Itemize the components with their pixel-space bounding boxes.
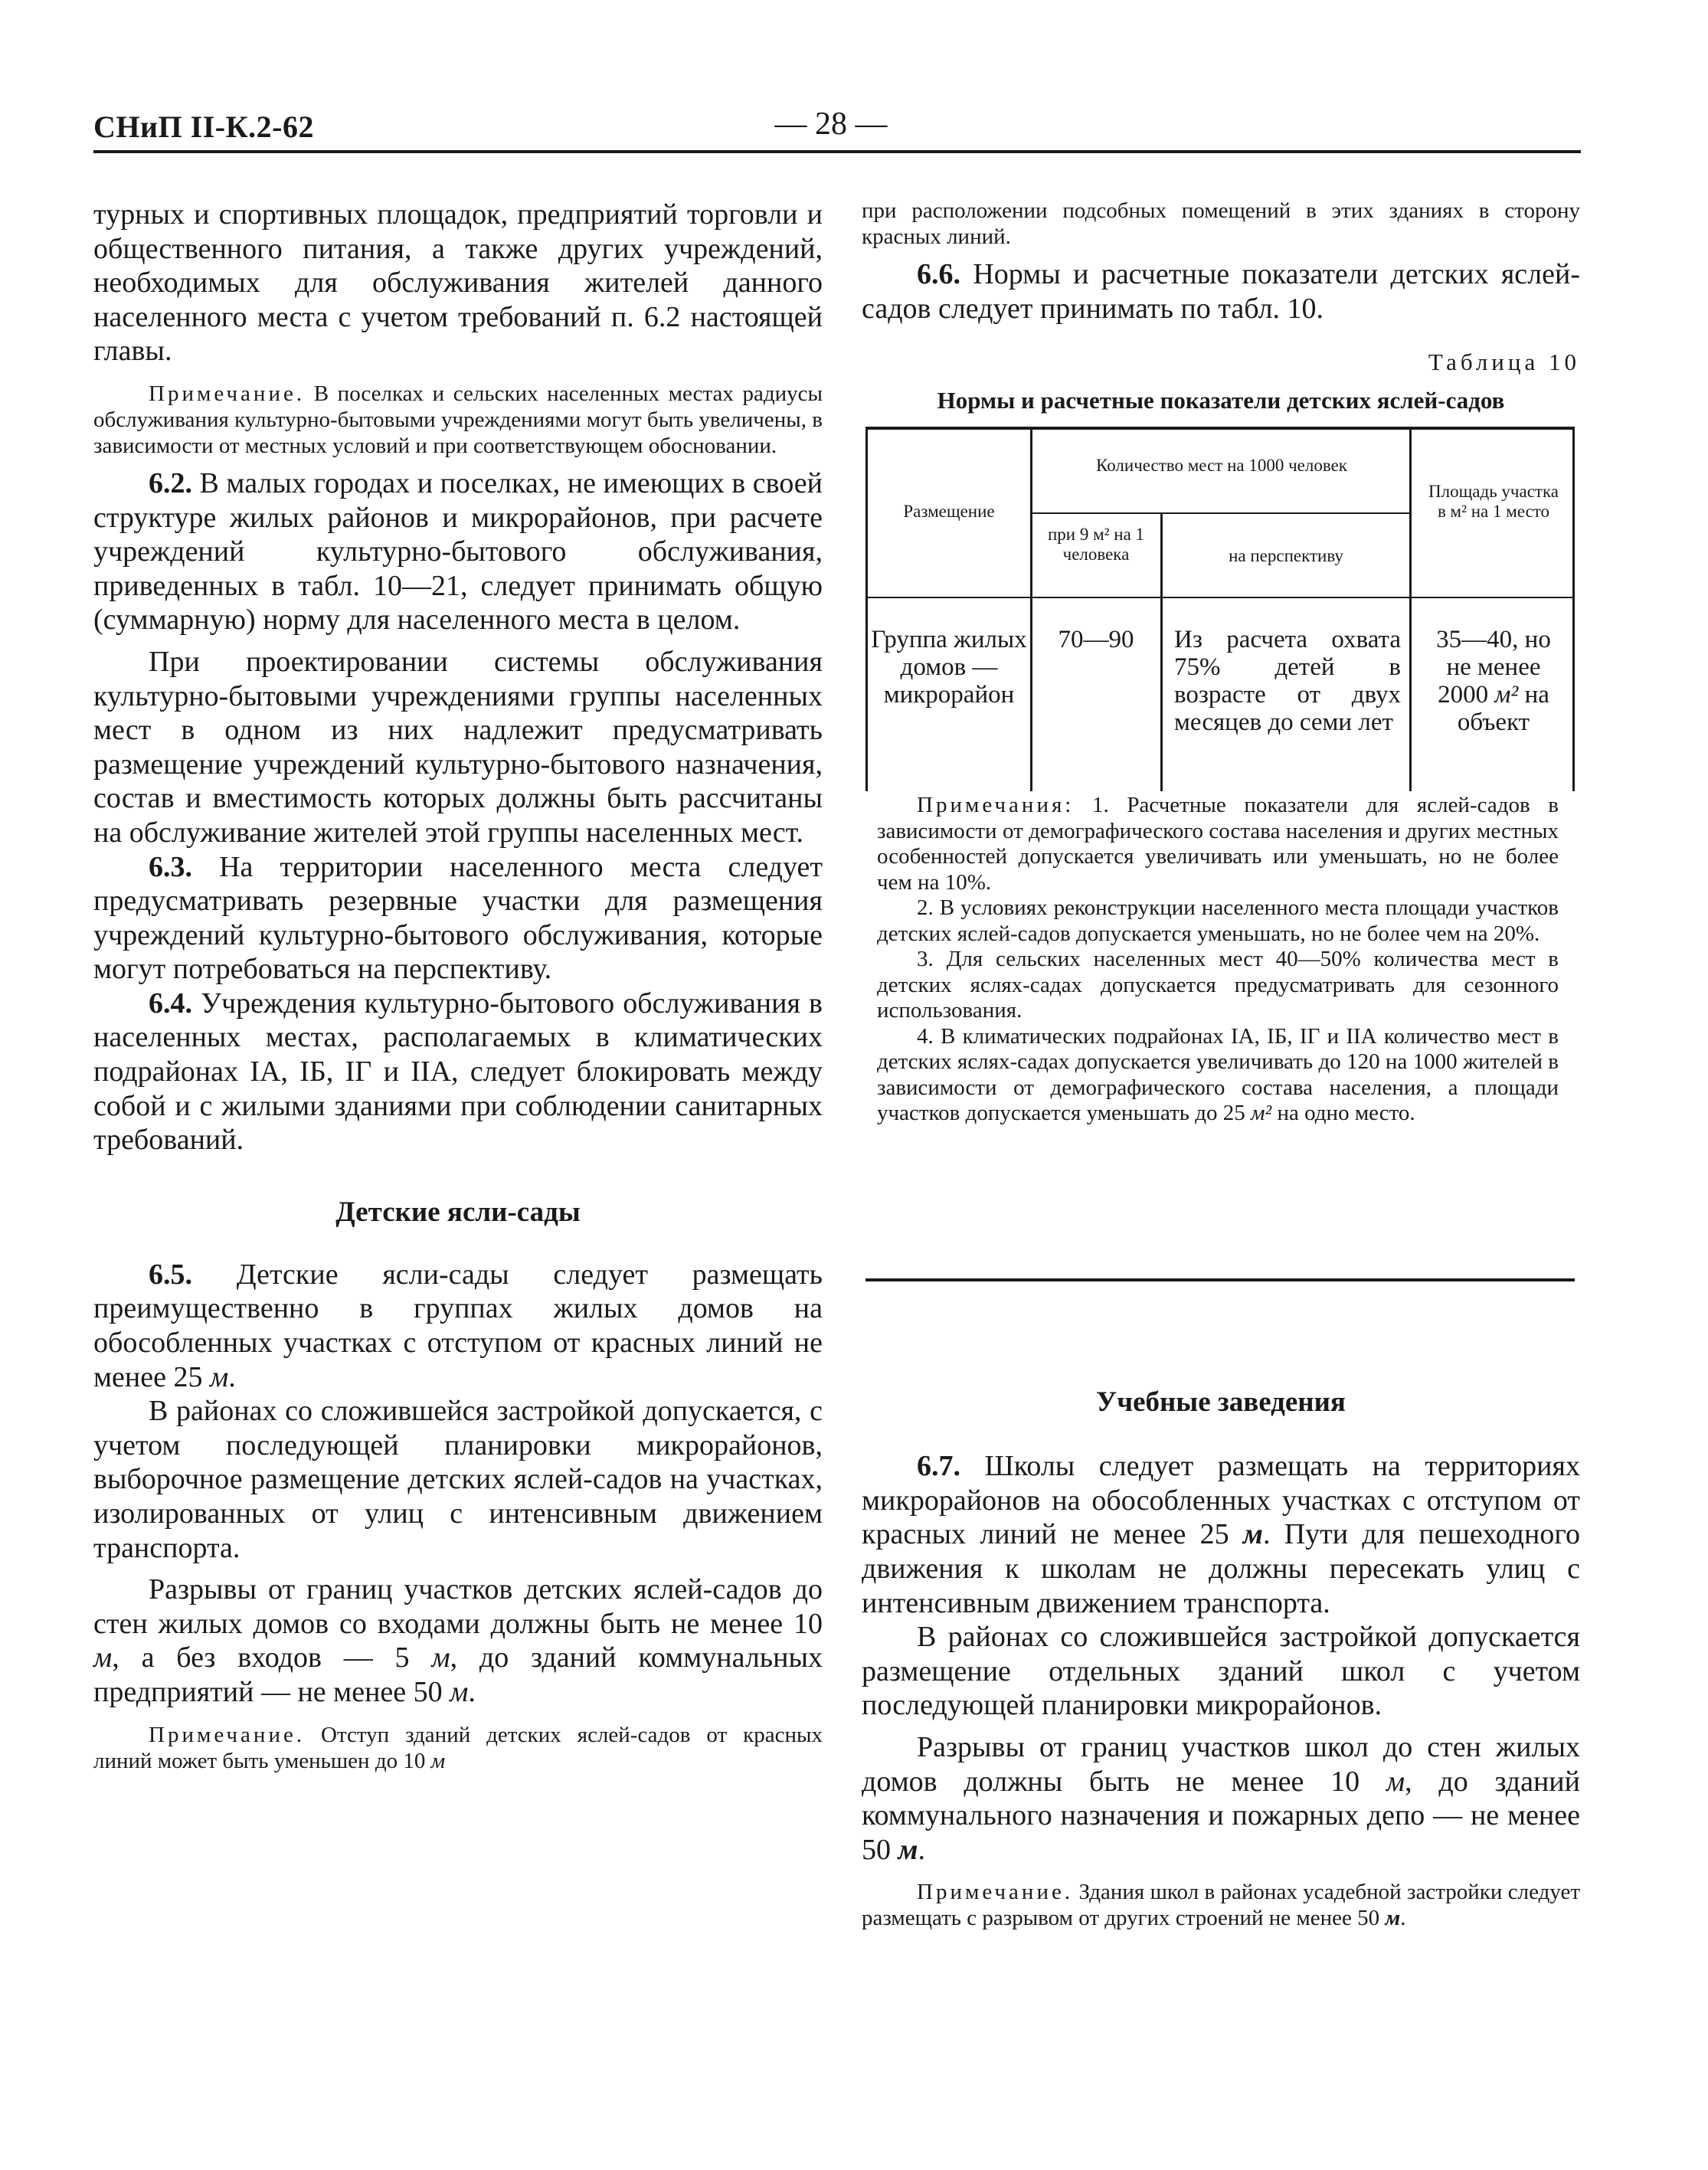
- table-10: [862, 427, 1580, 1312]
- note-label: Примечание.: [149, 381, 306, 406]
- text: 35—40, но не менее 2000: [1436, 626, 1551, 709]
- unit-meters: м: [1385, 1906, 1401, 1931]
- clause-text: Школы следует размещать на территориях микрорайонов на обособленных участках с отступом от красных линий не менее 25: [862, 1450, 1580, 1551]
- unit-meters: м: [431, 1641, 450, 1674]
- clause-number: 6.5.: [149, 1258, 192, 1291]
- table-subheader-rule: [1030, 512, 1411, 514]
- note-label: Примечание.: [149, 1722, 306, 1747]
- header-at-9m2: при 9 м² на 1 человека: [1047, 525, 1145, 565]
- table-divider: [1030, 427, 1032, 791]
- clause-6-2-paragraph-2: При проектировании системы обслуживания культурно-бытовыми учреждениями группы населенных мест в одном из них надлежит предусматривать размещение учреждений культурно-бытового назначения, состав и вместимость которых должны быть рассчитаны на обслуживание жителей этой группы населенных мест.: [93, 645, 823, 849]
- table-top-rule: [865, 427, 1575, 430]
- clause-text: Учреждения культурно-бытового обслуживания в населенных местах, располагаемых в климатических подрайонах IА, IБ, IГ и IIА, следует блокировать между собой и с жилыми зданиями при соблюдении санитарных требований.: [93, 987, 823, 1157]
- unit-square-meters: м²: [1251, 1101, 1272, 1126]
- clause-6-7-paragraph-3: [862, 1730, 1580, 1867]
- text: .: [468, 1675, 476, 1708]
- text: , до зданий коммунального назначения и пожарных депо — не менее 50: [862, 1765, 1580, 1866]
- text: .: [918, 1833, 926, 1866]
- table-bottom-rule: [865, 1278, 1575, 1281]
- section-title-nurseries: Детские ясли-сады: [335, 1196, 581, 1228]
- cell-placement: Группа жилых домов — микрорайон: [871, 626, 1027, 709]
- table-note-1: [877, 793, 1559, 895]
- clause-number: 6.4.: [149, 987, 192, 1020]
- note-text: 4. В климатических подрайонах IА, IБ, IГ и IIА количество мест в детских яслях-садах допускается увеличивать до 120 на 1000 жителей в зависимости от демографического состава населения, а площади участков допускается уменьшать до 25: [877, 1023, 1559, 1126]
- table-header-rule: [865, 597, 1575, 598]
- clause-6-6: [862, 257, 1580, 326]
- table-title: Нормы и расчетные показатели детских яслей-садов: [937, 387, 1505, 414]
- clause-6-2: [93, 466, 823, 637]
- text: , до зданий коммунальных предприятий — не менее 50: [93, 1641, 823, 1708]
- clause-number: 6.2.: [149, 466, 192, 499]
- clause-text: На территории населенного места следует предусматривать резервные участки для размещения учреждений культурно-бытового обслуживания, которые могут потребоваться на перспективу.: [93, 850, 823, 986]
- clause-text: Детские ясли-сады следует размещать преимущественно в группах жилых домов на обособленных участках с отступом от красных линий не менее 25: [93, 1258, 823, 1393]
- clause-6-5-paragraph-2: В районах со сложившейся застройкой допускается, с учетом последующей планировки микрорайонов, выборочное размещение детских яслей-садов на участках, изолированных от улиц с интенсивным движением транспорта.: [93, 1395, 823, 1564]
- cell-site-area: [1421, 626, 1566, 736]
- left-column: [93, 198, 823, 1774]
- cell-at-9m2: 70—90: [1058, 626, 1134, 654]
- text: Разрывы от границ участков школ до стен жилых домов должны быть не менее 10: [862, 1730, 1580, 1798]
- note-red-lines: [93, 1722, 823, 1774]
- clause-text: . Пути для пешеходного движения к школам не должны пересекать улиц с интенсивным движением транспорта.: [862, 1518, 1580, 1619]
- paragraph-continuation: турных и спортивных площадок, предприятий торговли и общественного питания, а также других учреждений, необходимых для обслуживания жителей данного населенного места с учетом требований п. 6.2 настоящей главы.: [93, 198, 823, 368]
- clause-number: 6.3.: [149, 850, 192, 883]
- table-divider: [1160, 512, 1163, 791]
- header-places-per-1000: Количество мест на 1000 человек: [1096, 456, 1347, 476]
- document-code: СНиП II-К.2-62: [93, 110, 314, 144]
- clause-6-5-paragraph-3: [93, 1573, 823, 1709]
- cell-perspective: Из расчета охвата 75% детей в возрасте от двух месяцев до семи лет: [1174, 626, 1401, 737]
- clause-6-5: [93, 1258, 823, 1394]
- clause-number: 6.7.: [917, 1450, 960, 1483]
- unit-meters: м: [430, 1748, 446, 1773]
- text: Разрывы от границ участков детских яслей-садов до стен жилых домов со входами должны быть не менее 10: [93, 1573, 823, 1640]
- header-rule: [93, 150, 1581, 153]
- table-note-3: 3. Для сельских населенных мест 40—50% количества мест в детских яслях-садах допускается предусматривать для сезонного использования.: [877, 947, 1559, 1023]
- note-text: В поселках и сельских населенных местах радиусы обслуживания культурно-бытовыми учреждениями могут быть увеличены, в зависимости от местных условий и при соответствующем обосновании.: [93, 381, 823, 458]
- clause-text: В малых городах и поселках, не имеющих в своей структуре жилых районов и микрорайонов, при расчете учреждений культурно-бытового обслуживания, приведенных в табл. 10—21, следует принимать общую (суммарную) норму для населенного места в целом.: [93, 466, 823, 637]
- text: на объект: [1457, 681, 1549, 737]
- unit-meters: м: [1386, 1765, 1405, 1798]
- text: , а без входов — 5: [112, 1641, 432, 1674]
- note-text: Здания школ в районах усадебной застройки следует размещать с разрывом от других строений не менее 50: [862, 1880, 1580, 1931]
- table-note-4: [877, 1024, 1559, 1127]
- table-divider: [1409, 427, 1412, 791]
- unit-meters: м: [1242, 1518, 1263, 1551]
- note-text: .: [1400, 1906, 1406, 1931]
- header-placement: Размещение: [903, 502, 995, 522]
- note-text: 1. Расчетные показатели для яслей-садов в зависимости от демографического состава населения и других местных особенностей допускается увеличивать или уменьшать, но не более чем на 10%.: [877, 793, 1559, 895]
- note-settlements: [93, 381, 823, 459]
- clause-text: Нормы и расчетные показатели детских яслей-садов следует принимать по табл. 10.: [862, 258, 1580, 325]
- unit-meters: м: [209, 1360, 229, 1393]
- header-perspective: на перспективу: [1229, 546, 1343, 566]
- notes-label: Примечания:: [917, 793, 1075, 818]
- note-schools: [862, 1879, 1580, 1931]
- right-column: [862, 198, 1580, 1931]
- unit-meters: м: [93, 1641, 113, 1674]
- table-notes: [877, 793, 1559, 1127]
- table-right-border: [1572, 427, 1575, 791]
- note-label: Примечание.: [917, 1880, 1074, 1905]
- section-title-schools: Учебные заведения: [1096, 1386, 1346, 1419]
- unit-square-meters: м²: [1494, 681, 1519, 709]
- note-text: на одно место.: [1271, 1101, 1415, 1126]
- clause-number: 6.6.: [917, 258, 960, 290]
- paragraph-continuation: при расположении подсобных помещений в этих зданиях в сторону красных линий.: [862, 198, 1580, 249]
- unit-meters: м: [898, 1833, 918, 1866]
- clause-6-7: [862, 1449, 1580, 1620]
- table-note-2: 2. В условиях реконструкции населенного места площади участков детских яслей-садов допускается уменьшать, но не более чем на 20%.: [877, 895, 1559, 946]
- note-text: Отступ зданий детских яслей-садов от красных линий может быть уменьшен до 10: [93, 1722, 823, 1773]
- clause-6-3: [93, 850, 823, 987]
- table-left-border: [865, 427, 868, 791]
- clause-6-7-paragraph-2: В районах со сложившейся застройкой допускается размещение отдельных зданий школ с учетом последующей планировки микрорайонов.: [862, 1621, 1580, 1722]
- clause-6-4: [93, 987, 823, 1157]
- table-label: Таблица 10: [1428, 349, 1580, 376]
- unit-meters: м: [450, 1675, 469, 1708]
- header-site-area: Площадь участка в м² на 1 место: [1428, 482, 1559, 522]
- clause-text-end: .: [228, 1360, 236, 1393]
- page-number: — 28 —: [774, 106, 888, 142]
